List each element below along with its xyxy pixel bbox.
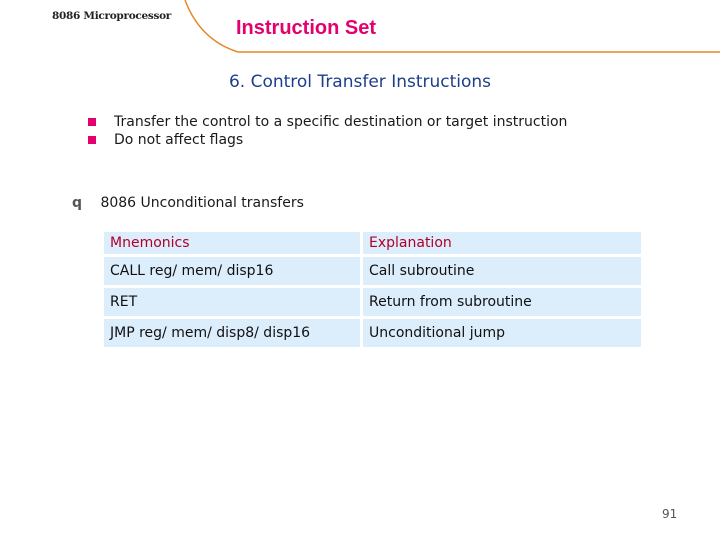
brand-label: 8086 Microprocessor: [52, 10, 172, 22]
section-heading: 6. Control Transfer Instructions: [228, 72, 492, 92]
table-header-explanation: Explanation: [363, 232, 641, 254]
explanation-cell: Unconditional jump: [363, 319, 641, 347]
explanation-cell: Return from subroutine: [363, 288, 641, 316]
slide-title: Instruction Set: [236, 17, 377, 39]
table-row: [104, 257, 641, 285]
square-bullet-icon: [88, 136, 96, 144]
table-row: [104, 288, 641, 316]
bullet-text: Transfer the control to a specific destination or target instruction: [114, 114, 568, 130]
subsection-heading: [72, 195, 304, 211]
square-bullet-icon: [88, 118, 96, 126]
checkbox-q-icon: q: [72, 195, 83, 211]
mnemonic-cell: CALL reg/ mem/ disp16: [104, 257, 360, 285]
subsection-heading-text: 8086 Unconditional transfers: [100, 195, 304, 211]
page-number: 91: [662, 507, 678, 521]
table-header-mnemonics: Mnemonics: [104, 232, 360, 254]
mnemonic-cell: JMP reg/ mem/ disp8/ disp16: [104, 319, 360, 347]
mnemonic-cell: RET: [104, 288, 360, 316]
bullet-text: Do not affect flags: [114, 132, 244, 148]
table-header-row: [104, 232, 641, 254]
instruction-table: [101, 229, 644, 350]
table-row: [104, 319, 641, 347]
explanation-cell: Call subroutine: [363, 257, 641, 285]
bullet-item: [88, 113, 567, 131]
bullet-item: [88, 131, 567, 149]
bullet-list: [88, 113, 567, 149]
